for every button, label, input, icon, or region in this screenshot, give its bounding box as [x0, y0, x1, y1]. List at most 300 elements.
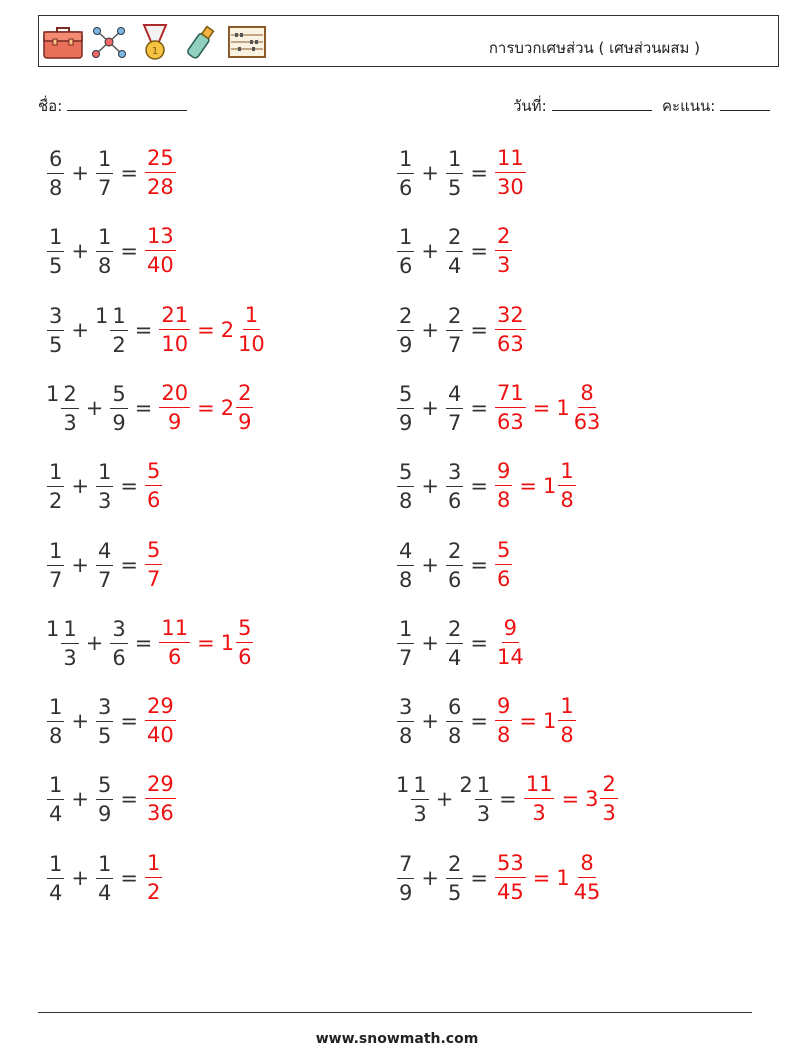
answer — [144, 537, 163, 591]
answer — [494, 380, 527, 434]
fraction — [96, 775, 113, 825]
denominator: 3 — [496, 253, 511, 278]
fraction — [524, 774, 555, 824]
fraction — [47, 462, 64, 512]
answer-equals-sign: = — [197, 317, 215, 342]
fraction — [446, 227, 463, 277]
numerator: 4 — [446, 384, 463, 409]
plus-sign: + — [85, 630, 104, 655]
plus-sign: + — [421, 317, 439, 342]
answer — [220, 302, 268, 356]
denominator: 28 — [146, 175, 174, 199]
problem-17 — [46, 767, 177, 831]
denominator: 45 — [496, 879, 524, 904]
numerator: 1 — [411, 775, 428, 800]
numerator: 2 — [397, 306, 414, 331]
term — [95, 539, 114, 591]
fraction — [558, 461, 575, 511]
answer — [144, 696, 177, 746]
whole-number: 1 — [542, 709, 557, 734]
plus-sign: + — [71, 161, 89, 185]
denominator: 4 — [447, 254, 462, 279]
plus-sign: + — [421, 865, 439, 890]
answer-equals-sign: = — [532, 865, 551, 890]
denominator: 9 — [168, 409, 182, 434]
term — [445, 304, 464, 356]
answer — [220, 615, 255, 669]
denominator: 4 — [97, 880, 112, 905]
numerator: 11 — [495, 148, 526, 173]
answer — [144, 226, 177, 276]
fraction — [397, 538, 414, 592]
denominator: 8 — [49, 724, 63, 749]
numerator: 11 — [159, 618, 190, 643]
numerator: 1 — [96, 462, 113, 487]
fraction — [600, 774, 617, 824]
term — [109, 617, 128, 669]
denominator: 2 — [49, 489, 63, 514]
denominator: 8 — [496, 723, 511, 748]
plus-sign: + — [71, 474, 89, 499]
equals-sign: = — [134, 630, 153, 655]
plus-sign: + — [71, 317, 89, 342]
answer — [494, 696, 513, 746]
plus-sign: + — [421, 630, 439, 655]
denominator: 7 — [97, 176, 112, 200]
numerator: 3 — [96, 697, 113, 722]
fraction — [495, 148, 526, 198]
fraction — [495, 226, 512, 276]
fraction — [495, 461, 512, 511]
numerator: 7 — [397, 854, 414, 879]
term — [46, 695, 65, 747]
term — [445, 852, 464, 904]
whole-number: 1 — [556, 395, 570, 420]
denominator: 63 — [496, 409, 524, 434]
denominator: 5 — [447, 176, 462, 200]
denominator: 8 — [399, 567, 413, 592]
name-line[interactable] — [67, 96, 187, 111]
term — [396, 773, 430, 825]
denominator: 36 — [146, 801, 174, 826]
term — [445, 460, 464, 512]
equals-sign: = — [134, 395, 153, 420]
denominator: 6 — [447, 567, 462, 592]
numerator: 1 — [47, 854, 64, 879]
numerator: 4 — [397, 541, 414, 566]
problem-14 — [396, 611, 527, 675]
plus-sign: + — [71, 552, 89, 577]
numerator: 1 — [397, 227, 414, 252]
numerator: 2 — [446, 541, 463, 566]
plus-sign: + — [421, 161, 439, 185]
answer — [494, 302, 527, 356]
denominator: 3 — [97, 489, 112, 514]
denominator: 10 — [161, 331, 189, 356]
answer — [494, 537, 513, 591]
problem-1 — [46, 141, 177, 205]
term — [46, 773, 65, 825]
numerator: 29 — [145, 696, 176, 721]
problem-11 — [46, 533, 163, 597]
equals-sign: = — [120, 552, 138, 577]
numerator: 1 — [397, 149, 414, 174]
briefcase-icon — [42, 22, 84, 62]
numerator: 5 — [397, 384, 414, 409]
fraction — [159, 302, 190, 356]
denominator: 3 — [602, 801, 616, 826]
answer-equals-sign: = — [519, 474, 537, 499]
fraction — [397, 851, 414, 905]
equals-sign: = — [120, 787, 138, 812]
numerator: 1 — [446, 149, 463, 174]
problem-10 — [396, 454, 577, 518]
equals-sign: = — [120, 161, 138, 185]
name-field[interactable] — [38, 94, 187, 118]
numerator: 8 — [578, 383, 595, 408]
numerator: 2 — [446, 854, 463, 879]
equals-sign: = — [470, 395, 488, 420]
fraction — [110, 303, 127, 357]
denominator: 3 — [63, 645, 77, 670]
problem-6 — [396, 298, 527, 362]
fraction — [397, 616, 414, 670]
term — [396, 539, 415, 591]
denominator: 6 — [496, 566, 511, 591]
fraction — [159, 380, 190, 434]
equals-sign: = — [134, 317, 153, 342]
fraction — [558, 696, 575, 746]
term — [396, 617, 415, 669]
denominator: 8 — [399, 724, 413, 749]
denominator: 14 — [496, 644, 524, 669]
denominator: 10 — [238, 331, 265, 356]
numerator: 8 — [578, 853, 595, 878]
fraction — [47, 851, 64, 905]
fraction — [145, 461, 162, 511]
equals-sign: = — [120, 709, 138, 734]
denominator: 40 — [146, 253, 174, 278]
term — [396, 147, 415, 199]
problem-3 — [46, 219, 177, 283]
whole-number: 1 — [396, 773, 410, 798]
denominator: 3 — [532, 801, 546, 826]
plus-sign: + — [421, 395, 439, 420]
denominator: 7 — [146, 566, 161, 591]
term — [396, 225, 415, 277]
denominator: 9 — [399, 880, 413, 905]
term — [95, 225, 114, 277]
denominator: 6 — [399, 254, 413, 279]
numerator: 1 — [61, 619, 78, 644]
term — [95, 852, 114, 904]
fraction — [475, 775, 492, 825]
whole-number: 1 — [542, 474, 557, 499]
numerator: 6 — [47, 149, 64, 174]
denominator: 9 — [238, 409, 252, 434]
numerator: 32 — [495, 305, 526, 330]
denominator: 6 — [112, 645, 126, 670]
denominator: 3 — [63, 410, 77, 435]
whole-number: 2 — [459, 773, 473, 798]
answer — [158, 615, 191, 669]
numerator: 3 — [110, 619, 127, 644]
answer-equals-sign: = — [532, 395, 551, 420]
denominator: 7 — [97, 567, 112, 592]
worksheet-title: การบวกเศษส่วน ( เศษส่วนผสม ) — [488, 39, 700, 57]
fraction — [47, 303, 64, 357]
numerator: 1 — [47, 462, 64, 487]
denominator: 9 — [399, 332, 413, 357]
numerator: 1 — [96, 854, 113, 879]
denominator: 45 — [573, 879, 601, 904]
numerator: 5 — [145, 540, 162, 565]
fraction — [47, 149, 64, 199]
denominator: 8 — [97, 254, 112, 279]
fraction — [47, 697, 64, 747]
numerator: 1 — [47, 697, 64, 722]
term — [46, 539, 65, 591]
fraction — [145, 850, 162, 904]
abacus-icon — [226, 22, 268, 62]
answer — [494, 148, 527, 198]
fraction — [397, 462, 414, 512]
denominator: 2 — [112, 332, 126, 357]
denominator: 7 — [447, 332, 462, 357]
score-label: คะแนน: — [662, 97, 716, 115]
denominator: 63 — [496, 331, 524, 356]
denominator: 63 — [573, 409, 601, 434]
problem-16 — [396, 689, 577, 753]
fraction — [110, 616, 127, 670]
whole-number: 1 — [94, 303, 109, 328]
whole-number: 1 — [556, 865, 570, 890]
name-label: ชื่อ: — [38, 97, 63, 115]
fraction — [145, 226, 176, 276]
term — [396, 304, 415, 356]
numerator: 1 — [397, 619, 414, 644]
fraction — [236, 380, 253, 434]
problem-15 — [46, 689, 177, 753]
numerator: 29 — [145, 774, 176, 799]
numerator: 2 — [600, 774, 617, 799]
equals-sign: = — [470, 317, 488, 342]
numerator: 2 — [61, 384, 78, 409]
date-line[interactable] — [552, 96, 652, 111]
problem-4 — [396, 219, 513, 283]
answer — [220, 380, 255, 434]
numerator: 5 — [397, 462, 414, 487]
fraction — [495, 850, 526, 904]
denominator: 8 — [447, 724, 462, 749]
numerator: 1 — [475, 775, 492, 800]
numerator: 1 — [47, 227, 64, 252]
fraction — [47, 775, 64, 825]
denominator: 8 — [496, 488, 511, 513]
term — [95, 773, 114, 825]
denominator: 6 — [146, 488, 161, 513]
plus-sign: + — [71, 709, 89, 734]
numerator: 21 — [159, 305, 190, 330]
denominator: 4 — [49, 802, 63, 827]
score-line[interactable] — [720, 96, 770, 111]
term — [445, 382, 464, 434]
problem-9 — [46, 454, 163, 518]
fraction — [495, 696, 512, 746]
equals-sign: = — [120, 865, 138, 890]
fraction — [397, 381, 414, 435]
denominator: 3 — [476, 802, 491, 827]
fraction — [446, 303, 463, 357]
numerator: 9 — [495, 696, 512, 721]
denominator: 8 — [399, 489, 413, 514]
equals-sign: = — [470, 865, 488, 890]
fraction — [96, 697, 113, 747]
fraction — [96, 462, 113, 512]
fraction — [495, 302, 526, 356]
term — [95, 695, 114, 747]
term — [46, 304, 65, 356]
answer — [158, 380, 191, 434]
denominator: 5 — [49, 332, 63, 357]
term — [445, 147, 464, 199]
whole-number: 2 — [220, 317, 235, 342]
problem-13 — [46, 611, 254, 675]
fraction — [96, 227, 113, 277]
plus-sign: + — [421, 474, 439, 499]
denominator: 40 — [146, 723, 174, 748]
term — [445, 539, 464, 591]
numerator: 3 — [446, 462, 463, 487]
denominator: 5 — [447, 880, 462, 905]
problem-2 — [396, 141, 527, 205]
whole-number: 2 — [220, 395, 235, 420]
denominator: 6 — [238, 644, 252, 669]
plus-sign: + — [421, 709, 439, 734]
denominator: 6 — [447, 489, 462, 514]
numerator: 1 — [558, 461, 575, 486]
plus-sign: + — [85, 395, 104, 420]
problem-7 — [46, 376, 254, 440]
answer-equals-sign: = — [197, 630, 215, 655]
numerator: 1 — [558, 696, 575, 721]
denominator: 6 — [399, 176, 413, 200]
equals-sign: = — [470, 474, 488, 499]
denominator: 30 — [496, 175, 524, 199]
answer — [585, 774, 619, 824]
term — [445, 225, 464, 277]
term — [46, 460, 65, 512]
fraction — [446, 538, 463, 592]
term — [396, 382, 415, 434]
term — [95, 147, 114, 199]
fraction — [495, 615, 526, 669]
answer — [523, 774, 556, 824]
fraction — [47, 227, 64, 277]
numerator: 13 — [145, 226, 176, 251]
fraction — [61, 616, 78, 670]
numerator: 6 — [446, 697, 463, 722]
fraction — [446, 462, 463, 512]
equals-sign: = — [470, 239, 488, 264]
numerator: 9 — [502, 618, 519, 643]
numerator: 1 — [145, 853, 162, 878]
term — [95, 304, 129, 356]
answer-equals-sign: = — [197, 395, 215, 420]
fraction — [572, 850, 603, 904]
term — [396, 460, 415, 512]
fraction — [446, 616, 463, 670]
fraction — [159, 615, 190, 669]
term — [46, 382, 80, 434]
svg-text:1: 1 — [151, 46, 159, 57]
denominator: 9 — [97, 802, 112, 827]
answer — [494, 461, 513, 511]
numerator: 4 — [96, 541, 113, 566]
denominator: 2 — [146, 879, 161, 904]
term — [445, 695, 464, 747]
problem-19 — [46, 846, 163, 910]
problem-8 — [396, 376, 603, 440]
numerator: 71 — [495, 383, 526, 408]
numerator: 25 — [145, 148, 176, 173]
numerator: 2 — [446, 306, 463, 331]
numerator: 1 — [96, 149, 113, 174]
numerator: 11 — [524, 774, 555, 799]
problem-18 — [396, 767, 619, 831]
equals-sign: = — [120, 474, 138, 499]
whole-number: 1 — [46, 616, 60, 641]
fraction — [495, 537, 512, 591]
answer — [494, 615, 527, 669]
numerator: 5 — [495, 540, 512, 565]
fraction — [236, 615, 253, 669]
numerator: 20 — [159, 383, 190, 408]
whole-number: 1 — [46, 381, 60, 406]
header-icons — [42, 22, 268, 62]
denominator: 7 — [399, 645, 413, 670]
denominator: 4 — [447, 645, 462, 670]
numerator: 3 — [47, 306, 64, 331]
score-field[interactable] — [662, 94, 770, 118]
fraction — [446, 381, 463, 435]
term — [46, 225, 65, 277]
equals-sign: = — [499, 787, 517, 812]
denominator: 6 — [168, 644, 182, 669]
numerator: 5 — [96, 775, 113, 800]
denominator: 9 — [112, 410, 126, 435]
date-field[interactable] — [513, 94, 652, 118]
term — [396, 695, 415, 747]
fraction — [397, 303, 414, 357]
numerator: 53 — [495, 853, 526, 878]
numerator: 1 — [47, 541, 64, 566]
denominator: 5 — [49, 254, 63, 279]
fraction — [397, 149, 414, 199]
equals-sign: = — [470, 709, 488, 734]
problem-20 — [396, 846, 603, 910]
medal-icon — [134, 22, 176, 62]
plus-sign: + — [71, 239, 89, 264]
fraction — [61, 381, 78, 435]
answer — [543, 461, 577, 511]
denominator: 7 — [447, 410, 462, 435]
term — [459, 773, 493, 825]
worksheet-header — [38, 15, 779, 67]
denominator: 7 — [49, 567, 63, 592]
plus-sign: + — [71, 787, 89, 812]
term — [46, 852, 65, 904]
